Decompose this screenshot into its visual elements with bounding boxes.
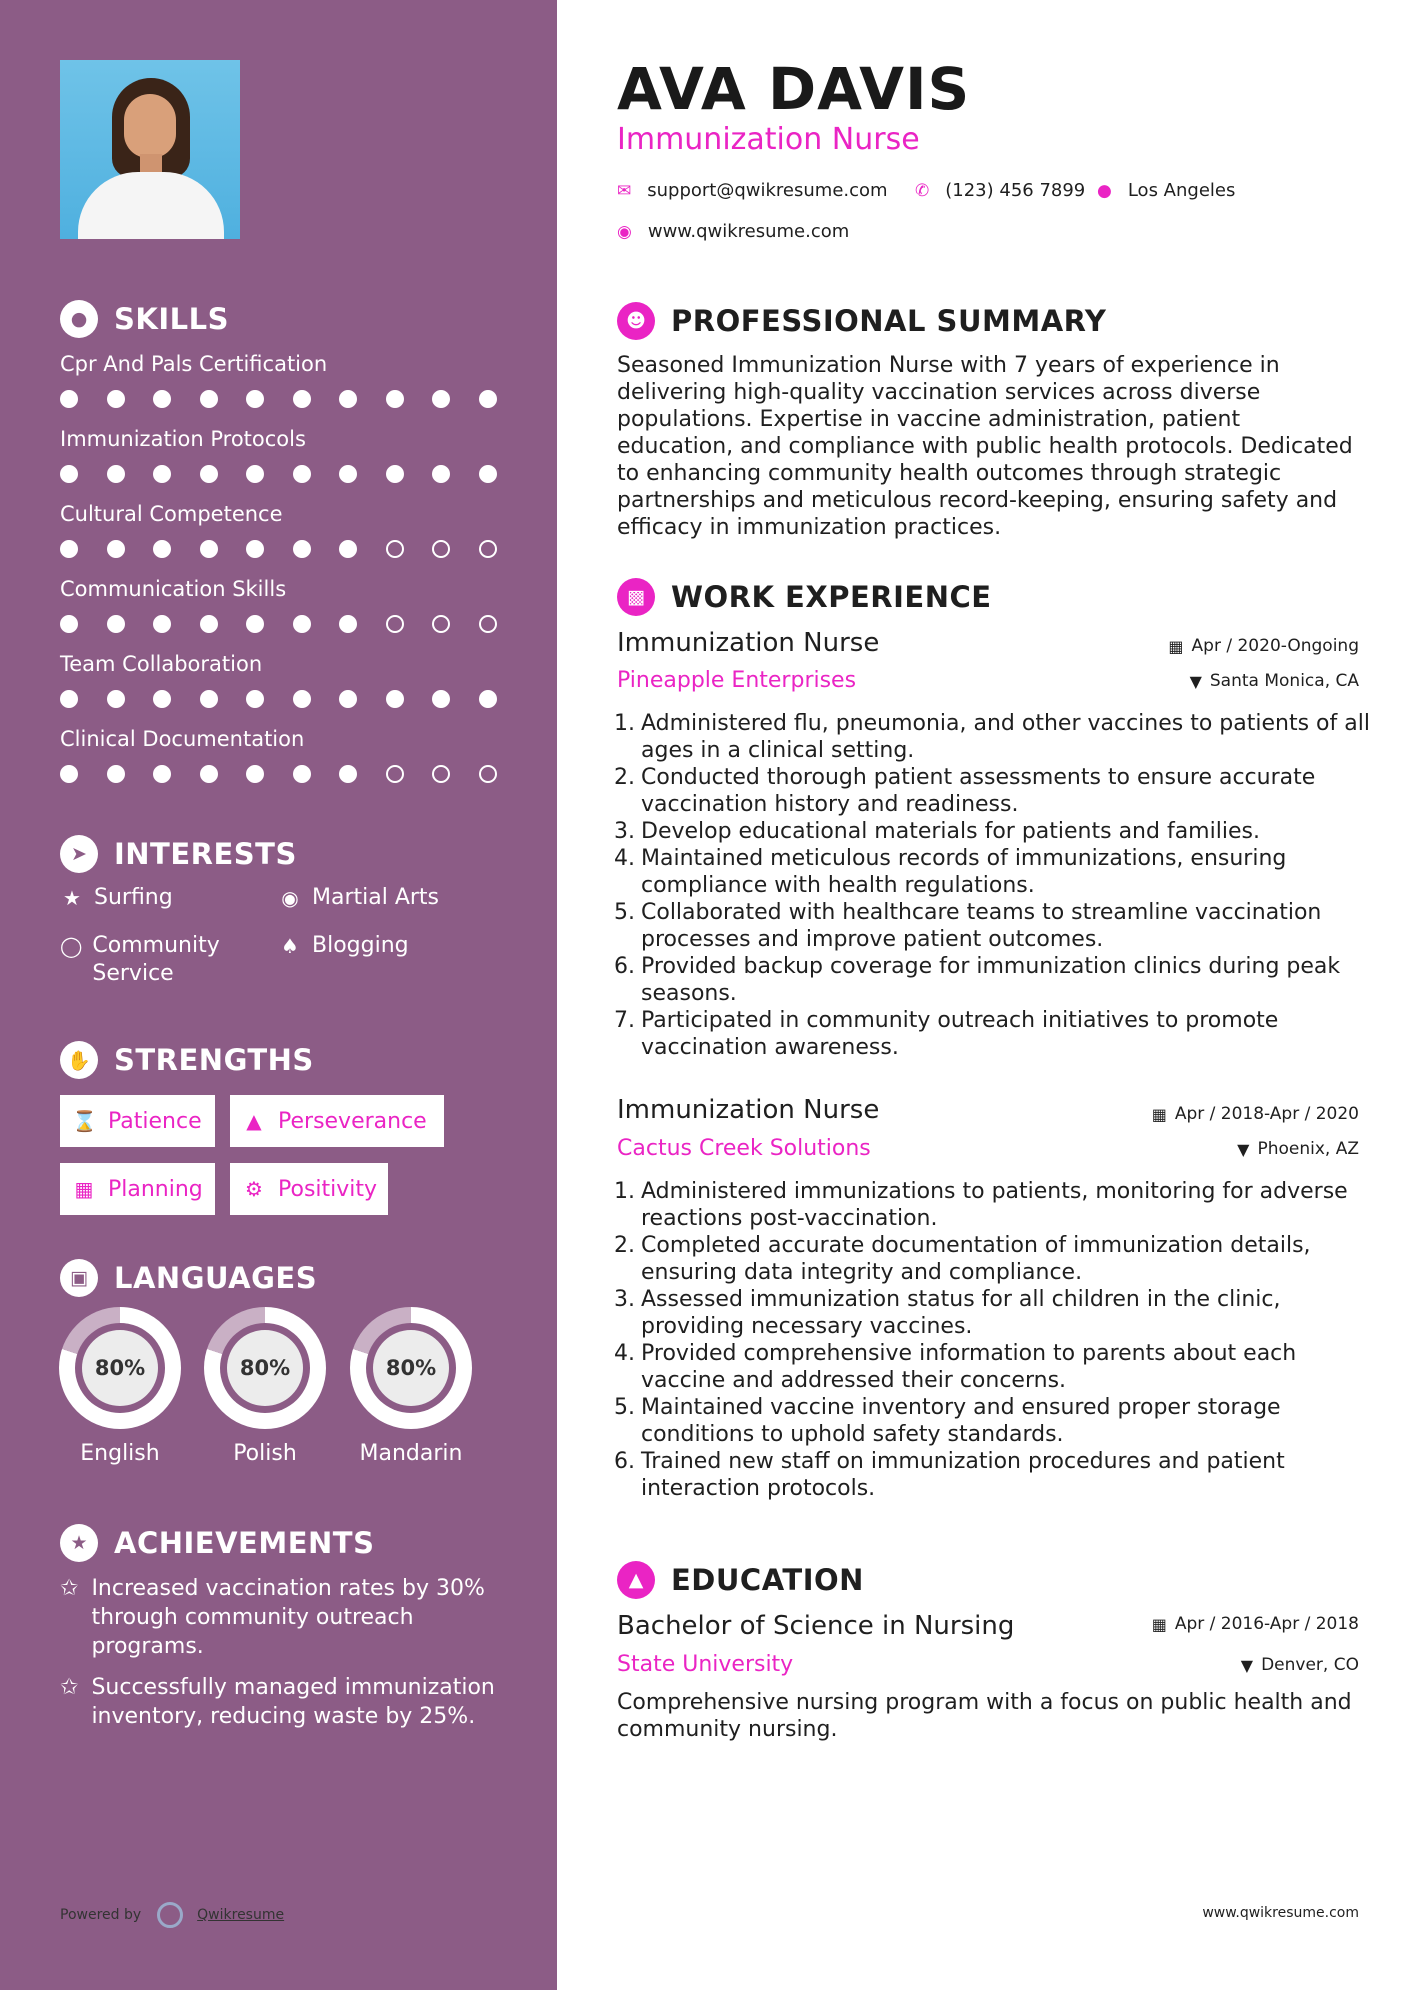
strength-label: Positivity bbox=[278, 1176, 378, 1202]
skill-dot-filled bbox=[60, 540, 78, 558]
phone-icon: ✆ bbox=[915, 180, 930, 201]
skill-dot-filled bbox=[107, 615, 125, 633]
skill-dot-filled bbox=[246, 765, 264, 783]
bullet-text: Provided comprehensive information to parents about each vaccine and addressed their concerns. bbox=[641, 1341, 1297, 1393]
contact-website bbox=[617, 221, 849, 242]
star-icon: ★ bbox=[63, 886, 81, 910]
interest-label: Martial Arts bbox=[312, 885, 440, 910]
language-name: Mandarin bbox=[359, 1441, 463, 1466]
qwikresume-logo-icon bbox=[157, 1902, 183, 1928]
job-location-text: Phoenix, AZ bbox=[1257, 1139, 1359, 1159]
skill-dot-filled bbox=[432, 390, 450, 408]
list-item: 4. Provided comprehensive information to parents about each vaccine and addressed their concerns. bbox=[613, 1340, 1373, 1394]
contact-phone bbox=[915, 180, 1085, 201]
footer-url[interactable]: www.qwikresume.com bbox=[1202, 1905, 1359, 1921]
achievement-item bbox=[60, 1574, 500, 1661]
calendar-icon: ▦ bbox=[74, 1177, 94, 1201]
gear-icon: ⚙ bbox=[245, 1177, 263, 1201]
skill-dot-empty bbox=[432, 540, 450, 558]
skill-dot-filled bbox=[339, 765, 357, 783]
language-ring bbox=[350, 1307, 472, 1429]
strengths-title: STRENGTHS bbox=[114, 1043, 314, 1077]
road-icon: ▲ bbox=[246, 1109, 262, 1133]
job-location bbox=[1190, 671, 1359, 691]
globe-icon: ◉ bbox=[617, 221, 632, 242]
skill-name: Clinical Documentation bbox=[60, 727, 305, 751]
interest-label: Blogging bbox=[312, 933, 409, 958]
users-icon: ♠ bbox=[281, 934, 299, 958]
graduation-cap-icon: ▲ bbox=[617, 1561, 655, 1599]
map-pin-icon: ● bbox=[1097, 180, 1112, 201]
skill-dot-empty bbox=[432, 615, 450, 633]
stars-icon: ✩ bbox=[60, 1576, 79, 1601]
bullet-text: Conducted thorough patient assessments to ensure accurate vaccination history and readiness. bbox=[641, 765, 1316, 817]
list-item: 7. Participated in community outreach initiatives to promote vaccination awareness. bbox=[613, 1007, 1373, 1061]
summary-header bbox=[617, 302, 1106, 340]
list-item: 6. Trained new staff on immunization procedures and patient interaction protocols. bbox=[613, 1448, 1373, 1502]
list-item: 3. Develop educational materials for patients and families. bbox=[614, 819, 1260, 844]
bullet-text: Completed accurate documentation of immunization details, ensuring data integrity and compliance. bbox=[641, 1233, 1311, 1285]
bullet-text: Maintained meticulous records of immunizations, ensuring compliance with health regulations. bbox=[641, 846, 1287, 898]
list-item: 2. Conducted thorough patient assessments to ensure accurate vaccination history and readiness. bbox=[613, 764, 1373, 818]
strength-badge bbox=[230, 1163, 388, 1215]
sidebar bbox=[0, 0, 557, 1990]
experience-title: WORK EXPERIENCE bbox=[671, 580, 992, 614]
strength-badge bbox=[60, 1163, 215, 1215]
list-item: 1. Administered flu, pneumonia, and other vaccines to patients of all ages in a clinical setting. bbox=[613, 710, 1373, 764]
skill-dot-filled bbox=[60, 465, 78, 483]
job-title: Immunization Nurse bbox=[617, 1095, 880, 1125]
profile-photo bbox=[60, 60, 240, 239]
achievement-item bbox=[60, 1673, 500, 1731]
summary-title: PROFESSIONAL SUMMARY bbox=[671, 304, 1107, 338]
skill-dot-filled bbox=[246, 390, 264, 408]
powered-by-label: Powered by bbox=[60, 1907, 142, 1923]
language-item bbox=[204, 1307, 326, 1466]
language-ring bbox=[204, 1307, 326, 1429]
job-dates bbox=[1152, 1104, 1359, 1124]
pushpin-icon: ▼ bbox=[1237, 1139, 1250, 1159]
skill-dot-filled bbox=[107, 390, 125, 408]
experience-header bbox=[617, 578, 992, 616]
interest-item bbox=[60, 932, 260, 988]
lightbulb-icon: ● bbox=[60, 300, 98, 338]
skill-dot-filled bbox=[432, 465, 450, 483]
skill-dot-filled bbox=[200, 465, 218, 483]
skill-dot-empty bbox=[386, 615, 404, 633]
achievements-header bbox=[60, 1524, 374, 1562]
skill-dot-filled bbox=[200, 390, 218, 408]
list-item: 3. Assessed immunization status for all children in the clinic, providing necessary vaccines. bbox=[613, 1286, 1373, 1340]
calendar-icon: ▦ bbox=[1151, 1104, 1167, 1124]
skill-dot-filled bbox=[246, 690, 264, 708]
skill-dot-filled bbox=[293, 465, 311, 483]
skill-dot-filled bbox=[386, 690, 404, 708]
interest-label: Surfing bbox=[94, 885, 173, 910]
skill-dot-filled bbox=[339, 540, 357, 558]
language-percent: 80% bbox=[227, 1330, 303, 1406]
language-percent: 80% bbox=[82, 1330, 158, 1406]
language-ring bbox=[59, 1307, 181, 1429]
skill-name: Cpr And Pals Certification bbox=[60, 352, 328, 376]
skill-dot-filled bbox=[200, 765, 218, 783]
interests-header bbox=[60, 835, 297, 873]
strength-label: Perseverance bbox=[278, 1108, 427, 1134]
skill-dot-filled bbox=[60, 615, 78, 633]
list-item: 2. Completed accurate documentation of immunization details, ensuring data integrity and compliance. bbox=[613, 1232, 1373, 1286]
job-dates-text: Apr / 2018-Apr / 2020 bbox=[1174, 1104, 1359, 1124]
calendar-icon: ▦ bbox=[1168, 636, 1184, 656]
skill-dot-filled bbox=[60, 390, 78, 408]
skill-dot-filled bbox=[386, 390, 404, 408]
education-dates-text: Apr / 2016-Apr / 2018 bbox=[1174, 1614, 1359, 1634]
school-name: State University bbox=[617, 1652, 794, 1677]
strength-label: Patience bbox=[108, 1108, 202, 1134]
education-location-text: Denver, CO bbox=[1261, 1655, 1359, 1675]
list-item: 5. Maintained vaccine inventory and ensured proper storage conditions to uphold safety standards. bbox=[613, 1394, 1373, 1448]
company-name: Cactus Creek Solutions bbox=[617, 1136, 871, 1161]
bullet-text: Administered flu, pneumonia, and other vaccines to patients of all ages in a clinical setting. bbox=[641, 711, 1370, 763]
website-text[interactable]: www.qwikresume.com bbox=[647, 221, 850, 242]
user-icon: ☻ bbox=[617, 302, 655, 340]
strengths-header bbox=[60, 1041, 314, 1079]
skill-dot-filled bbox=[246, 615, 264, 633]
bullet-text: Develop educational materials for patients and families. bbox=[641, 819, 1260, 844]
skills-header bbox=[60, 300, 229, 338]
interest-item bbox=[60, 884, 173, 912]
bullet-text: Participated in community outreach initiatives to promote vaccination awareness. bbox=[641, 1008, 1279, 1060]
contact-email bbox=[617, 180, 888, 201]
degree-title: Bachelor of Science in Nursing bbox=[617, 1611, 1015, 1641]
interest-item bbox=[278, 932, 409, 960]
skill-dot-filled bbox=[153, 390, 171, 408]
skill-rating bbox=[60, 690, 525, 708]
skill-dot-filled bbox=[200, 540, 218, 558]
interest-label: Community Service bbox=[92, 933, 220, 986]
languages-header bbox=[60, 1259, 317, 1297]
globe-icon: ◉ bbox=[281, 886, 299, 910]
education-header bbox=[617, 1561, 864, 1599]
skill-dot-filled bbox=[293, 540, 311, 558]
language-item bbox=[59, 1307, 181, 1466]
interest-item bbox=[278, 884, 439, 912]
chair-icon: ▩ bbox=[617, 578, 655, 616]
email-text[interactable]: support@qwikresume.com bbox=[647, 180, 888, 201]
skill-dot-filled bbox=[479, 690, 497, 708]
job-bullets bbox=[613, 1178, 1373, 1502]
skill-dot-empty bbox=[432, 765, 450, 783]
achievements-title: ACHIEVEMENTS bbox=[114, 1526, 375, 1560]
skill-dot-empty bbox=[479, 540, 497, 558]
pushpin-icon: ▼ bbox=[1240, 1655, 1254, 1675]
bullet-text: Provided backup coverage for immunization clinics during peak seasons. bbox=[641, 954, 1341, 1006]
skill-dot-filled bbox=[293, 765, 311, 783]
list-item: 1. Administered immunizations to patients, monitoring for adverse reactions post-vaccination. bbox=[613, 1178, 1373, 1232]
skill-dot-filled bbox=[153, 690, 171, 708]
stars-icon: ✩ bbox=[60, 1675, 79, 1700]
qwikresume-link[interactable]: Qwikresume bbox=[197, 1907, 285, 1923]
skill-rating bbox=[60, 390, 525, 408]
skill-dot-filled bbox=[153, 540, 171, 558]
job-location bbox=[1237, 1139, 1359, 1159]
skill-name: Communication Skills bbox=[60, 577, 287, 601]
achievement-text: Successfully managed immunization inventory, reducing waste by 25%. bbox=[91, 1675, 495, 1729]
location-text: Los Angeles bbox=[1127, 180, 1236, 201]
list-item: 4. Maintained meticulous records of immunizations, ensuring compliance with health regulations. bbox=[613, 845, 1373, 899]
skill-dot-filled bbox=[60, 765, 78, 783]
bullet-text: Collaborated with healthcare teams to streamline vaccination processes and improve patient outcomes. bbox=[641, 900, 1322, 952]
skill-dot-filled bbox=[339, 390, 357, 408]
job-dates bbox=[1168, 636, 1359, 656]
languages-title: LANGUAGES bbox=[114, 1261, 318, 1295]
contact-location bbox=[1097, 180, 1235, 201]
education-title: EDUCATION bbox=[671, 1563, 864, 1597]
skill-dot-empty bbox=[386, 540, 404, 558]
skill-dot-filled bbox=[107, 690, 125, 708]
list-item: 5. Collaborated with healthcare teams to streamline vaccination processes and improve patient outcomes. bbox=[613, 899, 1373, 953]
skill-dot-empty bbox=[386, 765, 404, 783]
skill-dot-filled bbox=[60, 690, 78, 708]
skill-rating bbox=[60, 540, 525, 558]
skill-dot-filled bbox=[246, 465, 264, 483]
skill-name: Cultural Competence bbox=[60, 502, 283, 526]
envelope-icon: ✉ bbox=[617, 180, 632, 201]
skill-dot-filled bbox=[479, 465, 497, 483]
language-percent: 80% bbox=[373, 1330, 449, 1406]
skill-name: Immunization Protocols bbox=[60, 427, 306, 451]
main-content bbox=[557, 0, 1407, 1990]
skill-dot-filled bbox=[107, 465, 125, 483]
education-description: Comprehensive nursing program with a focus on public health and community nursing. bbox=[617, 1690, 1352, 1742]
skill-dot-filled bbox=[386, 465, 404, 483]
skill-dot-filled bbox=[107, 765, 125, 783]
id-card-icon: ▣ bbox=[60, 1259, 98, 1297]
skill-dot-filled bbox=[107, 540, 125, 558]
skills-title: SKILLS bbox=[114, 302, 229, 336]
skill-dot-filled bbox=[200, 615, 218, 633]
skill-dot-filled bbox=[432, 690, 450, 708]
calendar-icon: ▦ bbox=[1151, 1614, 1167, 1634]
language-name: Polish bbox=[233, 1441, 297, 1466]
candidate-role: Immunization Nurse bbox=[617, 122, 920, 157]
skill-rating bbox=[60, 765, 525, 783]
skill-dot-empty bbox=[479, 615, 497, 633]
list-item: 6. Provided backup coverage for immunization clinics during peak seasons. bbox=[613, 953, 1373, 1007]
skill-rating bbox=[60, 465, 525, 483]
company-name: Pineapple Enterprises bbox=[617, 668, 857, 693]
skill-dot-filled bbox=[293, 615, 311, 633]
strength-badge bbox=[230, 1095, 444, 1147]
skill-dot-filled bbox=[293, 390, 311, 408]
skill-name: Team Collaboration bbox=[60, 652, 263, 676]
skill-dot-filled bbox=[153, 615, 171, 633]
language-name: English bbox=[80, 1441, 160, 1466]
pushpin-icon: ▼ bbox=[1189, 671, 1202, 691]
bullet-text: Trained new staff on immunization procedures and patient interaction protocols. bbox=[641, 1449, 1285, 1501]
candidate-name: AVA DAVIS bbox=[617, 55, 971, 123]
skill-dot-filled bbox=[153, 765, 171, 783]
hourglass-icon: ⌛ bbox=[72, 1109, 97, 1133]
strength-badge bbox=[60, 1095, 215, 1147]
bullet-text: Maintained vaccine inventory and ensured proper storage conditions to uphold safety standards. bbox=[641, 1395, 1281, 1447]
achievement-text: Increased vaccination rates by 30% through community outreach programs. bbox=[91, 1576, 485, 1659]
job-dates-text: Apr / 2020-Ongoing bbox=[1191, 636, 1359, 656]
shield-icon: ◯ bbox=[60, 934, 83, 958]
phone-text: (123) 456 7899 bbox=[945, 180, 1086, 201]
skill-dot-empty bbox=[479, 765, 497, 783]
powered-by bbox=[60, 1902, 284, 1928]
job-bullets bbox=[613, 710, 1373, 1061]
bullet-text: Assessed immunization status for all children in the clinic, providing necessary vaccines. bbox=[641, 1287, 1281, 1339]
summary-text: Seasoned Immunization Nurse with 7 years of experience in delivering high-quality vaccination services across diverse populations. Expertise in vaccine administration, patient education, and compliance with public health protocols. Dedicated to enhancing community health outcomes through strategic partnerships and meticulous record-keeping, ensuring safety and efficacy in immunization practices. bbox=[617, 353, 1353, 540]
skill-dot-filled bbox=[339, 615, 357, 633]
job-title: Immunization Nurse bbox=[617, 628, 880, 658]
skill-rating bbox=[60, 615, 525, 633]
skill-dot-filled bbox=[153, 465, 171, 483]
skill-dot-filled bbox=[293, 690, 311, 708]
job-location-text: Santa Monica, CA bbox=[1209, 671, 1359, 691]
hand-icon: ✋ bbox=[60, 1041, 98, 1079]
language-item bbox=[350, 1307, 472, 1466]
interests-title: INTERESTS bbox=[114, 837, 297, 871]
skill-dot-filled bbox=[200, 690, 218, 708]
skill-dot-filled bbox=[339, 690, 357, 708]
skill-dot-filled bbox=[479, 390, 497, 408]
bullet-text: Administered immunizations to patients, monitoring for adverse reactions post-vaccination. bbox=[641, 1179, 1348, 1231]
education-location bbox=[1241, 1655, 1359, 1675]
star-badge-icon: ★ bbox=[60, 1524, 98, 1562]
skill-dot-filled bbox=[339, 465, 357, 483]
education-dates bbox=[1152, 1614, 1359, 1634]
paper-plane-icon: ➤ bbox=[60, 835, 98, 873]
strength-label: Planning bbox=[108, 1176, 203, 1202]
skill-dot-filled bbox=[246, 540, 264, 558]
